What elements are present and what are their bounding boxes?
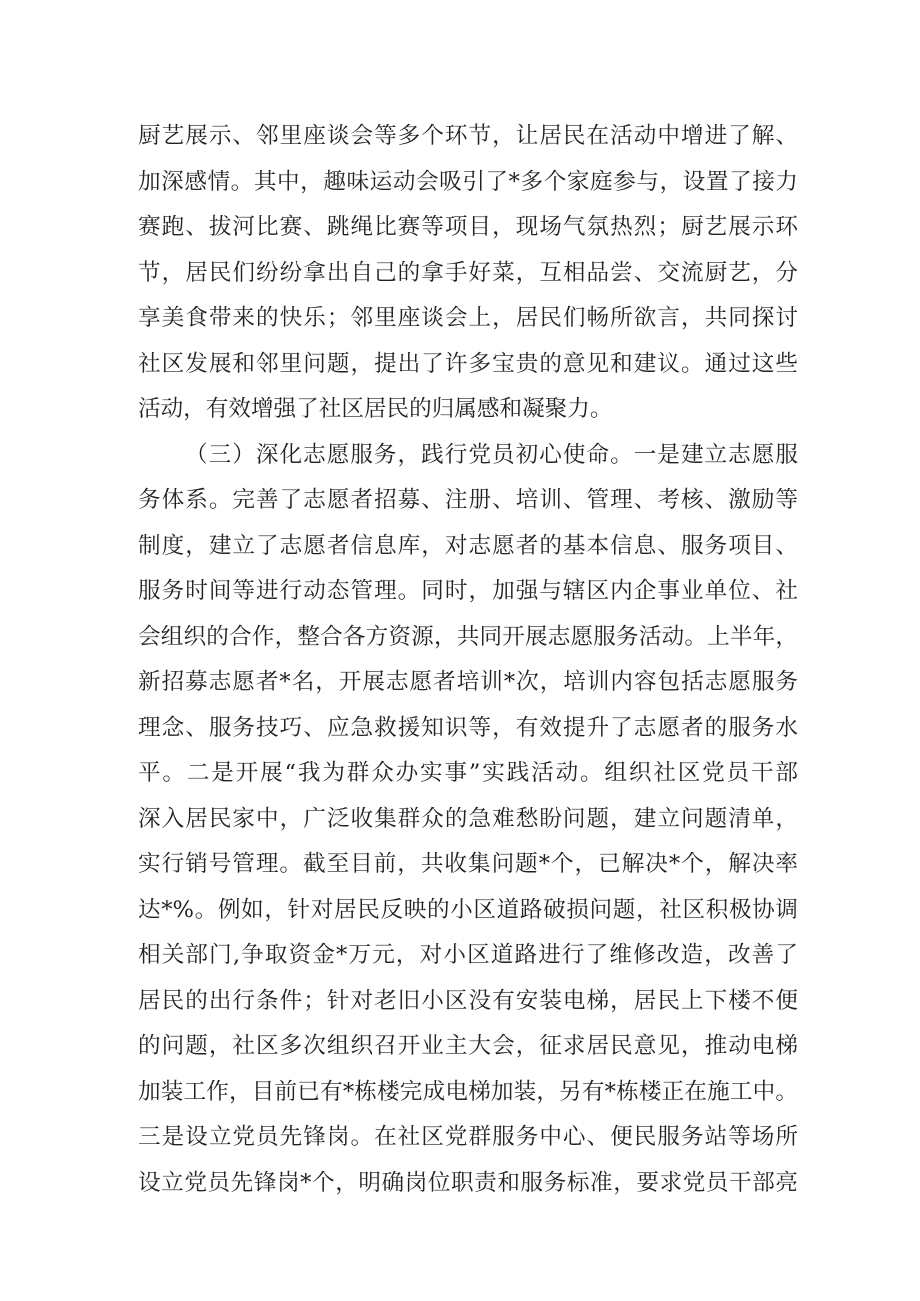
text-line: 加装工作，目前已有*栋楼完成电梯加装，另有*栋楼正在施工中。 [138,1078,798,1105]
text-line: 实行销号管理。截至目前，共收集问题*个，已解决*个，解决率 [138,851,798,877]
text-line: 务体系。完善了志愿者招募、注册、培训、管理、考核、激励等 [138,487,798,513]
text-line: 达*%。例如，针对居民反映的小区道路破损问题，社区积极协调 [138,896,798,923]
text-line: 的问题，社区多次组织召开业主大会，征求居民意见，推动电梯 [138,1033,798,1059]
text-line: 厨艺展示、邻里座谈会等多个环节，让居民在活动中增进了解、 [138,123,798,149]
text-line: 居民的出行条件；针对老旧小区没有安装电梯，居民上下楼不便 [138,987,798,1014]
text-line: 新招募志愿者*名，开展志愿者培训*次，培训内容包括志愿服务 [138,669,798,695]
section-heading-line: （三）深化志愿服务，践行党员初心使命。一是建立志愿服 [185,441,798,468]
text-line: 加深感情。其中，趣味运动会吸引了*多个家庭参与，设置了接力 [138,168,798,195]
text-line: 服务时间等进行动态管理。同时，加强与辖区内企事业单位、社 [138,578,798,604]
text-line: 节，居民们纷纷拿出自己的拿手好菜，互相品尝、交流厨艺，分 [138,259,798,286]
text-line: 深入居民家中，广泛收集群众的急难愁盼问题，建立问题清单， [138,805,798,832]
text-line: 享美食带来的快乐；邻里座谈会上，居民们畅所欲言，共同探讨 [138,305,798,331]
text-line: 平。二是开展“我为群众办实事”实践活动。组织社区党员干部 [138,760,798,786]
text-line: 制度，建立了志愿者信息库，对志愿者的基本信息、服务项目、 [138,532,798,559]
text-line: 设立党员先锋岗*个，明确岗位职责和服务标准，要求党员干部亮 [138,1169,798,1196]
body-text [138,114,798,1206]
text-line: 社区发展和邻里问题，提出了许多宝贵的意见和建议。通过这些 [138,350,798,377]
text-line: 会组织的合作，整合各方资源，共同开展志愿服务活动。上半年， [138,623,798,650]
text-line: 三是设立党员先锋岗。在社区党群服务中心、便民服务站等场所 [138,1124,798,1150]
text-line: 赛跑、拔河比赛、跳绳比赛等项目，现场气氛热烈；厨艺展示环 [138,214,798,240]
text-line: 活动，有效增强了社区居民的归属感和凝聚力。 [138,396,613,422]
text-line: 理念、服务技巧、应急救援知识等，有效提升了志愿者的服务水 [138,714,798,741]
text-line: 相关部门,争取资金*万元，对小区道路进行了维修改造，改善了 [138,942,798,968]
